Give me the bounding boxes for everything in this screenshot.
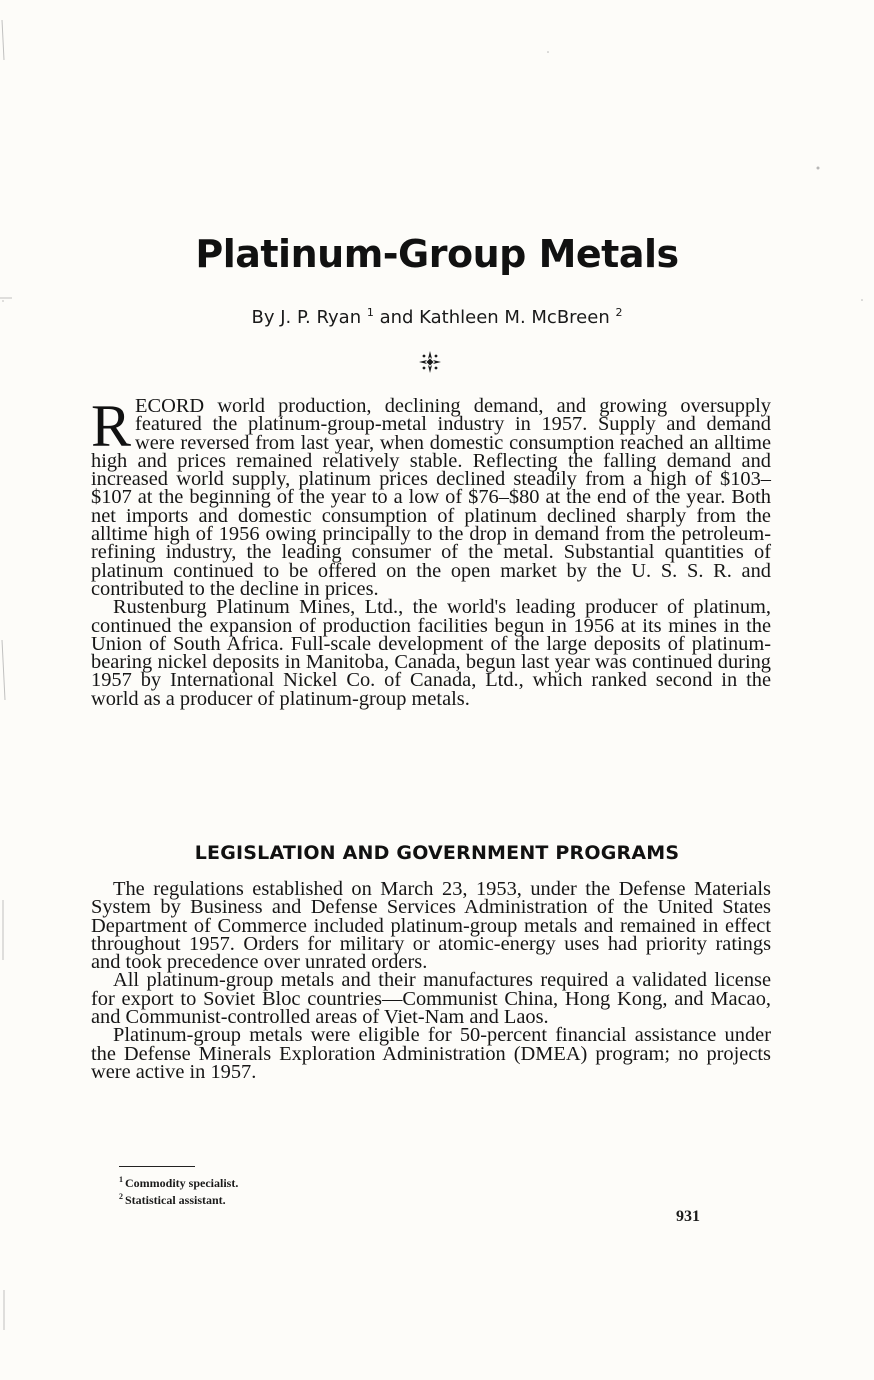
four-point-star-ornament-icon [418,350,442,374]
footnote-mark-2: 2 [119,1192,123,1201]
footnote-1 [119,1173,238,1190]
byline-author-2: and Kathleen M. McBreen [379,307,610,328]
footnote-mark-1: 1 [119,1175,123,1184]
footnote-ref-1: 1 [366,306,374,319]
byline [0,306,874,328]
section-heading-legislation: LEGISLATION AND GOVERNMENT PROGRAMS [194,842,680,864]
drop-cap: R [91,393,132,459]
page-number: 931 [676,1208,700,1225]
legislation-section [91,880,771,1081]
footnote-text-1: Commodity specialist. [125,1176,239,1190]
footnote-text-2: Statistical assistant. [125,1193,226,1207]
legislation-paragraph-3: Platinum-group metals were eligible for 50-percent financial assistance under the Defense Minerals Exploration Administration (DMEA) program; no projects were active in 1957. [91,1024,771,1083]
footnote-ref-2: 2 [615,306,623,319]
legislation-paragraph-1: The regulations established on March 23, 1953, under the Defense Materials System by Business and Defense Services Administration of the United States Department of Commerce included platinum-group metals and remained in effect throughout 1957. Orders for military or atomic-energy uses had priority ratings and took precedence over unrated orders. [91,878,771,974]
intro-paragraph-1 [91,393,771,600]
intro-paragraph-2: Rustenburg Platinum Mines, Ltd., the world's leading producer of platinum, continued the expansion of production facilities begun in 1956 at its mines in the Union of South Africa. Full-scale development of the large deposits of platinum-bearing nickel deposits in Manitoba, Canada, begun last year was continued during 1957 by International Nickel Co. of Canada, Ltd., which ranked second in the world as a producer of platinum-group metals. [91,596,771,710]
legislation-paragraph-2: All platinum-group metals and their manufactures required a validated license for export to Soviet Bloc countries—Communist China, Hong Kong, and Macao, and Communist-controlled areas of Viet-Nam and Laos. [91,969,771,1029]
footnotes [119,1173,238,1207]
footnote-2 [119,1190,238,1207]
page-title: Platinum-Group Metals [195,232,679,276]
intro-paragraph-1-text: ECORD world production, declining demand, and growing oversupply featured the platinum-group-metal industry in 1957. Supply and demand were reversed from last year, when domestic consumption reached an alltime high and prices remained relatively stable. Reflecting the falling demand and increased world supply, platinum prices declined steadily from a high of $103–$107 at the beginning of the year to a low of $76–$80 at the end of the year. Both net imports and domestic consumption of platinum declined sharply from the alltime high of 1956 owing principally to the drop in demand from the petroleum-refining industry, the leading consumer of the metal. Substantial quantities of platinum continued to be offered on the open market by the U. S. S. R. and contributed to the decline in prices. [91,395,771,600]
byline-author-1: By J. P. Ryan [251,307,362,328]
footnote-divider [119,1166,195,1167]
intro-section [91,393,771,710]
